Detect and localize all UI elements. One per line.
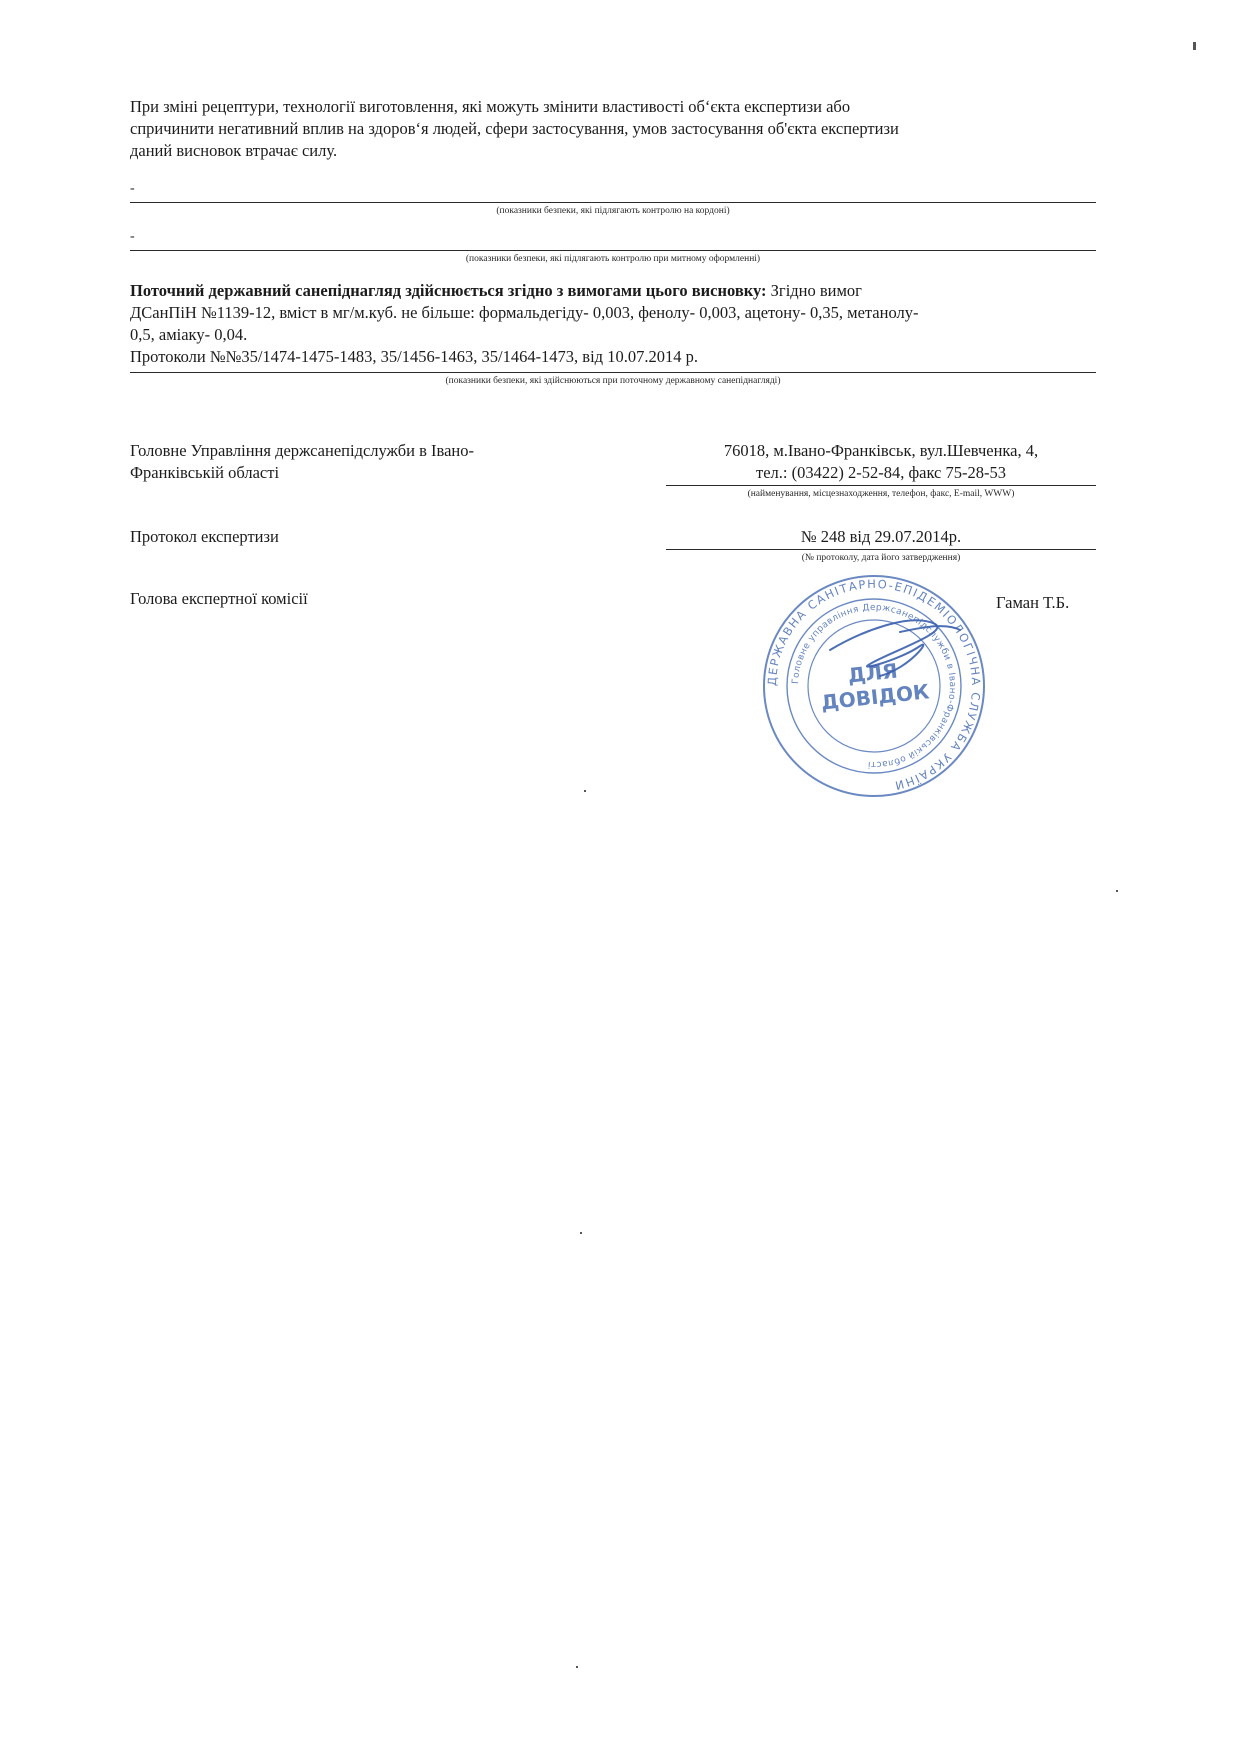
commission-name: Гаман Т.Б. [996,593,1070,612]
supervision-heading: Поточний державний санепіднагляд здійснюється згідно з вимогами цього висновку: [130,281,767,300]
supervision-line-1 [130,280,1110,302]
authority-address-line-2: тел.: (03422) 2-52-84, факс 75-28-53 [755,463,1006,482]
scan-speck [1116,890,1118,892]
protocol-label: Протокол експертизи [130,527,279,546]
intro-line-2: спричинити негативний вплив на здоров‘я людей, сфери застосування, умов застосування об'єкта експертизи [130,119,899,138]
supervision-rule [130,372,1096,373]
intro-line-1: При зміні рецептури, технології виготовлення, які можуть змінити властивості об‘єкта експертизи або [130,97,851,116]
stamp-center-line-1: ДЛЯ [846,658,899,688]
customs-caption: (показники безпеки, які підлягають контролю при митному оформленні) [465,254,761,264]
stamp-inner-text: Головне управління Держсанепідслужби в Івано-Франківській області [790,602,958,770]
authority-caption: (найменування, місцезнаходження, телефон, факс, E-mail, WWW) [747,489,1015,499]
authority-name [130,440,570,484]
scan-speck [576,1666,578,1668]
authority-name-line-1: Головне Управління держсанепідслужби в Івано- [130,441,474,460]
stamp-outer-text: ДЕРЖАВНА САНІТАРНО-ЕПІДЕМІОЛОГІЧНА СЛУЖБА УКРАЇНИ [764,576,984,793]
official-stamp [760,572,988,800]
customs-rule [130,250,1096,251]
supervision-line-3: 0,5, аміаку- 0,04. [130,325,248,344]
intro-paragraph [130,96,1110,162]
supervision-line-1-rest: Згідно вимог [766,281,862,300]
authority-address-line-1: 76018, м.Івано-Франківськ, вул.Шевченка, 4, [723,441,1039,460]
protocol-caption: (№ протоколу, дата його затвердження) [801,553,961,563]
supervision-caption: (показники безпеки, які здійснюються при поточному державному санепіднагляді) [445,376,781,386]
scan-speck [584,790,586,792]
authority-rule [666,485,1096,486]
border-control-value: - [130,181,135,196]
intro-line-3: даний висновок втрачає силу. [130,141,338,160]
scan-mark [1193,42,1196,50]
stamp-center-line-2: ДОВІДОК [819,679,931,715]
protocol-rule [666,549,1096,550]
border-control-rule [130,202,1096,203]
protocol-value: № 248 від 29.07.2014р. [800,527,962,546]
supervision-line-4: Протоколи №№35/1474-1475-1483, 35/1456-1463, 35/1464-1473, від 10.07.2014 р. [130,347,698,366]
authority-address [666,440,1096,484]
customs-value: - [130,229,135,244]
stamp-seal-icon [760,572,988,800]
supervision-line-2: ДСанПіН №1139-12, вміст в мг/м.куб. не більше: формальдегіду- 0,003, фенолу- 0,003, ацетону- 0,35, метанолу- [130,303,919,322]
authority-name-line-2: Франківській області [130,463,280,482]
border-control-caption: (показники безпеки, які підлягають контролю на кордоні) [496,206,730,216]
commission-label: Голова експертної комісії [130,589,308,608]
scan-speck [580,1232,582,1234]
supervision-paragraph [130,280,1110,368]
